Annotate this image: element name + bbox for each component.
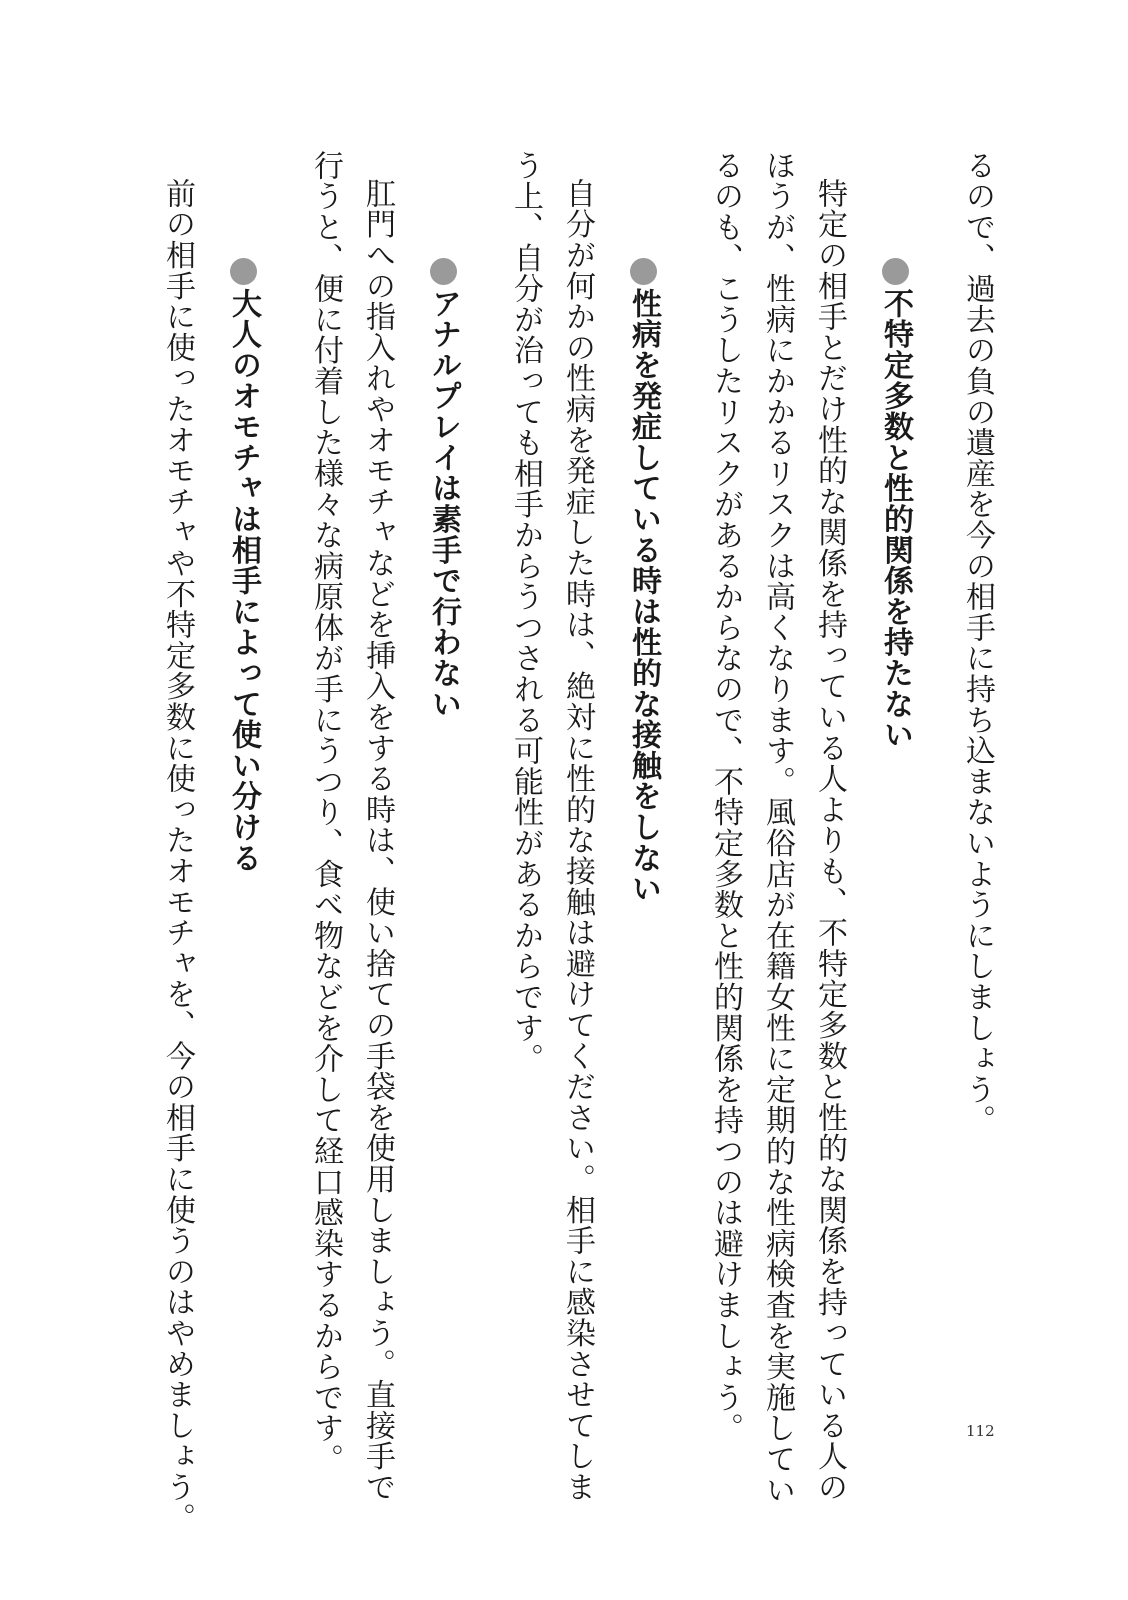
heading-text: 不特定多数と性的関係を持たない: [878, 288, 913, 750]
heading-text: アナルプレイは素手で行わない: [426, 288, 461, 720]
body-column-6: う上、自分が治っても相手からうつされる可能性があるからです。: [508, 150, 543, 1074]
body-column-3: ほうが、性病にかかるリスクは高くなります。風俗店が在籍女性に定期的な性病検査を実施してい: [760, 150, 795, 1506]
body-column-1: るので、過去の負の遺産を今の相手に持ち込まないようにしましょう。: [960, 150, 995, 1136]
body-column-5: 自分が何かの性病を発症した時は、絶対に性的な接触は避けてください。相手に感染させてしま: [560, 178, 595, 1503]
heading-text: 性病を発症している時は性的な接触をしない: [626, 288, 661, 904]
heading-anal-play-gloves: [426, 258, 461, 720]
body-column-2: 特定の相手とだけ性的な関係を持っている人よりも、不特定多数と性的な関係を持っている人の: [812, 178, 847, 1503]
body-column-7: 肛門への指入れやオモチャなどを挿入をする時は、使い捨ての手袋を使用しましょう。直接手で: [360, 178, 395, 1503]
heading-text: 大人のオモチャは相手によって使い分ける: [226, 288, 261, 874]
bullet-icon: [882, 258, 909, 285]
bullet-icon: [230, 258, 257, 285]
bullet-icon: [630, 258, 657, 285]
heading-no-multiple-partners: [878, 258, 913, 750]
body-column-8: 行うと、便に付着した様々な病原体が手にうつり、食べ物などを介して経口感染するからです。: [308, 150, 343, 1475]
body-column-9: 前の相手に使ったオモチャや不特定多数に使ったオモチャを、今の相手に使うのはやめましょう。: [160, 178, 195, 1534]
heading-separate-toys: [226, 258, 261, 874]
bullet-icon: [430, 258, 457, 285]
page-number: 112: [966, 1422, 995, 1440]
body-column-4: るのも、こうしたリスクがあるからなので、不特定多数と性的関係を持つのは避けましょう。: [708, 150, 743, 1444]
heading-no-contact-when-infected: [626, 258, 661, 904]
